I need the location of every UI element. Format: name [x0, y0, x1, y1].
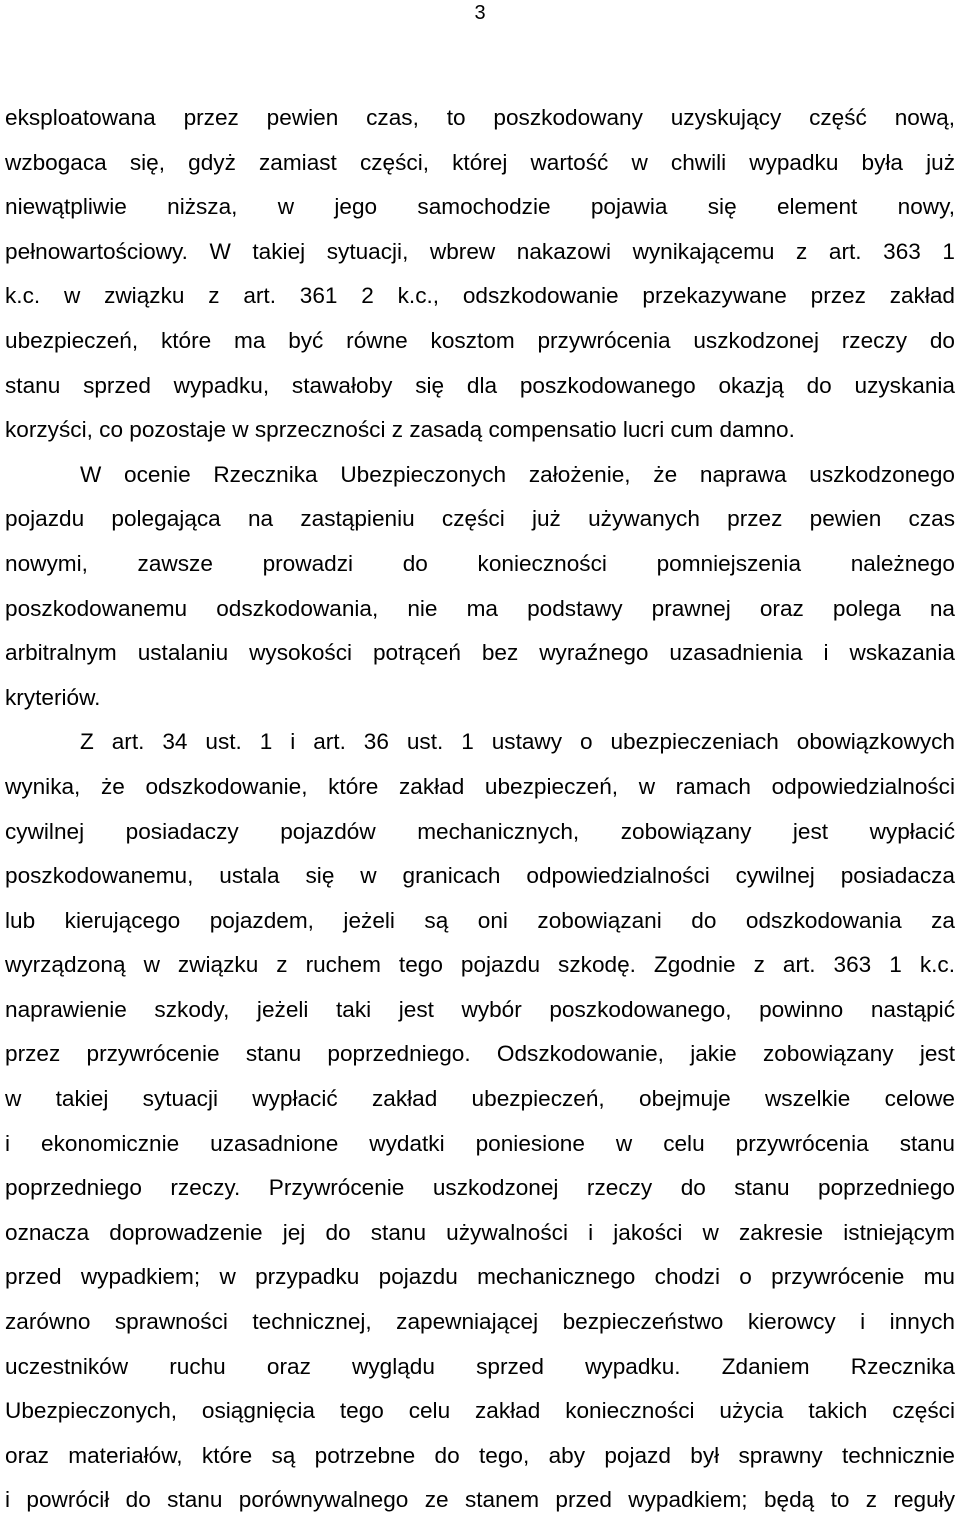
text-line: poszkodowanemu, ustala się w granicach odpowiedzialności cywilnej posiadacza [5, 863, 955, 889]
text-line: Z art. 34 ust. 1 i art. 36 ust. 1 ustawy o ubezpieczeniach obowiązkowych [80, 729, 955, 755]
paragraph-1 [5, 96, 955, 453]
text-line: poszkodowanemu odszkodowania, nie ma podstawy prawnej oraz polega na [5, 595, 955, 621]
text-line: oznacza doprowadzenie jej do stanu używalności i jakości w zakresie istniejącym [5, 1219, 955, 1245]
text-line: cywilnej posiadaczy pojazdów mechanicznych, zobowiązany jest wypłacić [5, 818, 955, 844]
text-line: pełnowartościowy. W takiej sytuacji, wbrew nakazowi wynikającemu z art. 363 1 [5, 238, 955, 264]
text-line: stanu sprzed wypadku, stawałoby się dla poszkodowanego okazją do uzyskania [5, 372, 955, 398]
text-line: poprzedniego rzeczy. Przywrócenie uszkodzonej rzeczy do stanu poprzedniego [5, 1175, 955, 1201]
text-line: wyrządzoną w związku z ruchem tego pojazdu szkodę. Zgodnie z art. 363 1 k.c. [5, 952, 955, 978]
page-number: 3 [474, 2, 486, 24]
text-line: kryteriów. [5, 684, 101, 710]
text-line: i powrócił do stanu porównywalnego ze stanem przed wypadkiem; będą to z reguły [5, 1487, 955, 1513]
text-line: eksploatowana przez pewien czas, to poszkodowany uzyskujący część nową, [5, 105, 955, 130]
document-body [5, 96, 955, 1523]
text-line: niewątpliwie niższa, w jego samochodzie pojawia się element nowy, [5, 194, 955, 220]
text-line: w takiej sytuacji wypłacić zakład ubezpieczeń, obejmuje wszelkie celowe [5, 1086, 955, 1112]
text-line: wynika, że odszkodowanie, które zakład ubezpieczeń, w ramach odpowiedzialności [5, 773, 955, 799]
text-line: korzyści, co pozostaje w sprzeczności z zasadą compensatio lucri cum damno. [5, 417, 795, 443]
text-line: oraz materiałów, które są potrzebne do tego, aby pojazd był sprawny technicznie [5, 1442, 955, 1468]
text-line: i ekonomicznie uzasadnione wydatki poniesione w celu przywrócenia stanu [5, 1130, 955, 1156]
paragraph-3 [5, 720, 955, 1523]
text-line: arbitralnym ustalaniu wysokości potrąceń bez wyraźnego uzasadnienia i wskazania [5, 640, 955, 666]
text-line: przed wypadkiem; w przypadku pojazdu mechanicznego chodzi o przywrócenie mu [5, 1264, 955, 1290]
text-line: pojazdu polegająca na zastąpieniu części już używanych przez pewien czas [5, 506, 955, 532]
text-line: przez przywrócenie stanu poprzedniego. Odszkodowanie, jakie zobowiązany jest [5, 1041, 955, 1067]
paragraph-2 [5, 453, 955, 721]
text-line: zarówno sprawności technicznej, zapewniającej bezpieczeństwo kierowcy i innych [5, 1309, 955, 1335]
text-line: naprawienie szkody, jeżeli taki jest wybór poszkodowanego, powinno nastąpić [5, 996, 955, 1022]
text-line: k.c. w związku z art. 361 2 k.c., odszkodowanie przekazywane przez zakład [5, 283, 955, 309]
text-line: wzbogaca się, gdyż zamiast części, której wartość w chwili wypadku była już [5, 149, 955, 175]
text-line: W ocenie Rzecznika Ubezpieczonych założenie, że naprawa uszkodzonego [80, 461, 955, 487]
text-line: Ubezpieczonych, osiągnięcia tego celu zakład konieczności użycia takich części [5, 1398, 955, 1424]
text-line: uczestników ruchu oraz wyglądu sprzed wypadku. Zdaniem Rzecznika [5, 1353, 955, 1379]
text-line: ubezpieczeń, które ma być równe kosztom przywrócenia uszkodzonej rzeczy do [5, 327, 955, 353]
text-line: lub kierującego pojazdem, jeżeli są oni zobowiązani do odszkodowania za [5, 907, 955, 933]
text-line: nowymi, zawsze prowadzi do konieczności pomniejszenia należnego [5, 550, 955, 576]
